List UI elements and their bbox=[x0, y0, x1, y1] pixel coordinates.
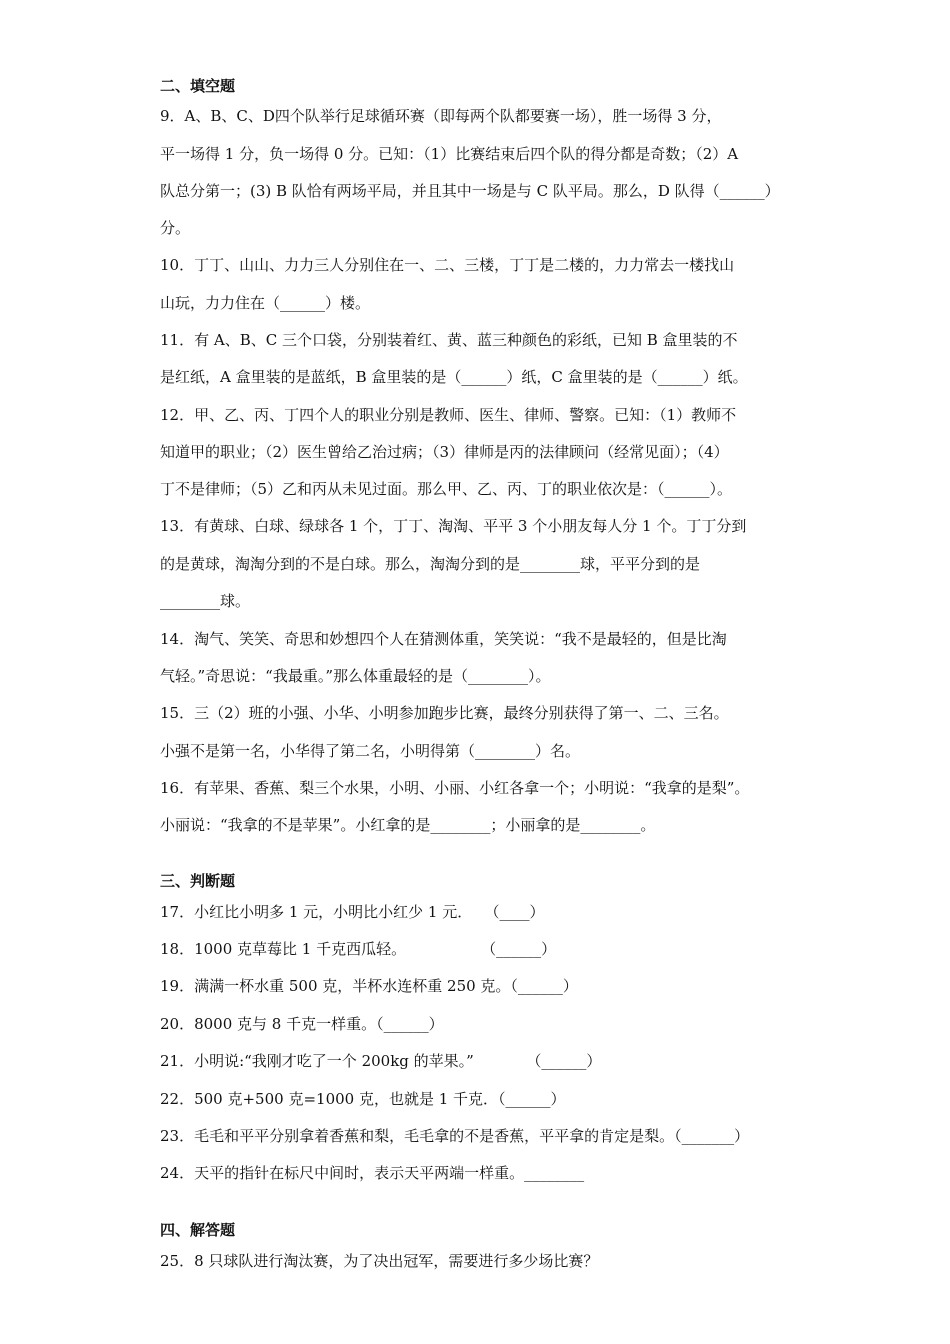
question-12-line-3: 丁不是律师；（5）乙和丙从未见过面。那么甲、乙、丙、丁的职业依次是：（______）。 bbox=[160, 480, 733, 498]
question-20: 20．8000 克与 8 千克一样重。（______） bbox=[160, 1015, 444, 1033]
question-12-line-2: 知道甲的职业；（2）医生曾给乙治过病；（3）律师是丙的法律顾问（经常见面）；（4） bbox=[160, 443, 729, 461]
question-24: 24．天平的指针在标尺中间时，表示天平两端一样重。________ bbox=[160, 1164, 585, 1182]
question-11-line-2: 是红纸，A 盒里装的是蓝纸，B 盒里装的是（______）纸，C 盒里装的是（______）纸。 bbox=[160, 368, 748, 386]
question-25: 25．8 只球队进行淘汰赛，为了决出冠军，需要进行多少场比赛？ bbox=[160, 1252, 599, 1270]
question-10-line-1: 10．丁丁、山山、力力三人分别住在一、二、三楼，丁丁是二楼的，力力常去一楼找山 bbox=[160, 256, 735, 274]
question-13-line-2: 的是黄球，淘淘分到的不是白球。那么，淘淘分到的是________球，平平分到的是 bbox=[160, 555, 701, 573]
question-19: 19．满满一杯水重 500 克，半杯水连杯重 250 克。（______） bbox=[160, 977, 578, 995]
section-title-true-false: 三、判断题 bbox=[160, 872, 236, 890]
section-title-fill-in: 二、填空题 bbox=[160, 77, 236, 95]
question-17: 17．小红比小明多 1 元，小明比小红少 1 元． （____） bbox=[160, 903, 545, 921]
question-16-line-2: 小丽说：“我拿的不是苹果”。小红拿的是________；小丽拿的是________。 bbox=[160, 816, 656, 834]
question-11-line-1: 11．有 A、B、C 三个口袋，分别装着红、黄、蓝三种颜色的彩纸，已知 B 盒里装的不 bbox=[160, 331, 738, 349]
question-14-line-2: 气轻。”奇思说：“我最重。”那么体重最轻的是（________）。 bbox=[160, 667, 551, 685]
question-15-line-1: 15．三（2）班的小强、小华、小明参加跑步比赛，最终分别获得了第一、二、三名。 bbox=[160, 704, 729, 722]
question-14-line-1: 14．淘气、笑笑、奇思和妙想四个人在猜测体重，笑笑说：“我不是最轻的，但是比淘 bbox=[160, 630, 727, 648]
question-13-line-3: ________球。 bbox=[160, 592, 251, 610]
question-21: 21．小明说:“我刚才吃了一个 200kg 的苹果。” （______） bbox=[160, 1052, 602, 1070]
question-9-line-1: 9．A、B、C、D四个队举行足球循环赛（即每两个队都要赛一场），胜一场得 3 分， bbox=[160, 107, 722, 125]
question-15-line-2: 小强不是第一名，小华得了第二名，小明得第（________）名。 bbox=[160, 742, 581, 760]
question-12-line-1: 12．甲、乙、丙、丁四个人的职业分别是教师、医生、律师、警察。已知：（1）教师不 bbox=[160, 406, 737, 424]
question-23: 23．毛毛和平平分别拿着香蕉和梨，毛毛拿的不是香蕉，平平拿的肯定是梨。（_______） bbox=[160, 1127, 750, 1145]
question-22: 22．500 克+500 克=1000 克，也就是 1 千克．（______） bbox=[160, 1090, 566, 1108]
question-10-line-2: 山玩，力力住在（______）楼。 bbox=[160, 294, 371, 312]
question-13-line-1: 13．有黄球、白球、绿球各 1 个，丁丁、淘淘、平平 3 个小朋友每人分 1 个。丁丁分到 bbox=[160, 517, 747, 535]
question-9-line-4: 分。 bbox=[160, 219, 191, 237]
section-title-answer: 四、解答题 bbox=[160, 1221, 236, 1239]
question-9-line-2: 平一场得 1 分，负一场得 0 分。已知：（1）比赛结束后四个队的得分都是奇数；（2）A bbox=[160, 145, 739, 163]
question-9-line-3: 队总分第一；(3) B 队恰有两场平局，并且其中一场是与 C 队平局。那么，D 队得（______） bbox=[160, 182, 780, 200]
question-18: 18．1000 克草莓比 1 千克西瓜轻。 （______） bbox=[160, 940, 557, 958]
question-16-line-1: 16．有苹果、香蕉、梨三个水果，小明、小丽、小红各拿一个；小明说：“我拿的是梨”。 bbox=[160, 779, 750, 797]
